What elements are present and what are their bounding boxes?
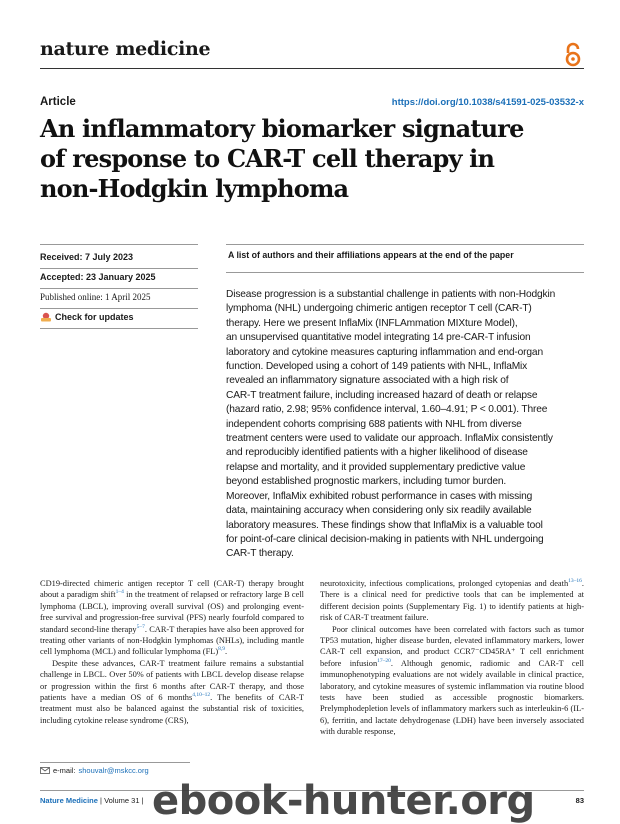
article-title [40,114,600,204]
corresponding-email [40,766,149,775]
abstract-line: for point-of-care clinical decision-making in patients with NHL undergoing [226,533,544,545]
abstract-line: an unsupervised quantitative model integrating 14 pre-CAR-T infusion [226,332,531,344]
received-date: Received: 7 July 2023 [40,252,134,262]
article-type: Article [40,96,76,108]
check-for-updates-label: Check for updates [55,312,134,322]
check-for-updates[interactable] [40,312,134,322]
body-column-left [40,578,304,726]
doi-link[interactable]: https://doi.org/10.1038/s41591-025-03532-x [391,97,584,108]
abstract-line: treatment centers were used to validate our approach. InflaMix consistently [226,433,553,445]
accepted-date: Accepted: 23 January 2025 [40,272,156,282]
page-number: 83 [575,796,584,805]
abstract-rule [226,272,584,273]
reference-link[interactable]: 5–7 [136,623,145,630]
abstract-line: independent cohorts comprising 688 patients with NHL from diverse [226,418,522,430]
reference-link[interactable]: 17–20 [377,658,391,665]
reference-link[interactable]: 4,10–12 [192,692,211,699]
meta-divider [40,244,198,245]
body-paragraph: neurotoxicity, infectious complications, prolonged cytopenias and death$^{13-16}$. There is a clinical need for predictive tools that can be implemented at different decision points (Supplementary Fig. 1) to identify patients at high-risk of CAR-T treatment failure. [320,578,584,623]
email-link[interactable]: shouvalr@mskcc.org [78,766,149,775]
body-column-right [320,578,584,738]
meta-divider [40,288,198,289]
abstract-line: lymphoma (NHL) undergoing chimeric antigen receptor T cell (CAR-T) [226,303,532,315]
meta-divider [40,268,198,269]
abstract-line: revealed an inflammatory signature associated with a high risk of [226,375,509,387]
authors-rule [226,244,584,245]
open-access-icon [562,42,584,68]
check-for-updates-icon [40,312,52,322]
footer-journal: Nature Medicine [40,796,98,805]
reference-link[interactable]: 1–4 [115,589,124,596]
title-line: of response to CAR-T cell therapy in [40,144,495,173]
email-label: e-mail: [53,766,76,775]
body-paragraph: Poor clinical outcomes have been correlated with factors such as tumor TP53 mutation, higher disease burden, elevated inflammatory markers, lower CAR-T cell expansion, and product CCR7⁻CD45RA⁺ T cell enrichment before infusion$^{17-20}$. Although genomic, radiomic and CAR-T cell immunophenotyping evaluations are not widely available in clinical practice, laboratory, and cytokine measures of systemic inflammation via routine blood tests have been studied as accessible prognostic biomarkers. Prelymphodepletion levels of inflammatory markers such as interleukin-6 (IL-6), ferritin, and lactate dehydrogenase (LDH) have been inversely associated with durable response, [320,624,584,737]
abstract-line: laboratory measures. These findings show that InflaMix is a valuable tool [226,519,543,531]
abstract-line: function. Developed using a cohort of 149 patients with NHL, InflaMix [226,361,528,373]
abstract-line: CAR-T therapy. [226,548,294,560]
reference-link[interactable]: 13–16 [568,578,582,585]
footnote-rule [40,762,190,763]
meta-divider [40,308,198,309]
reference-link[interactable]: 8,9 [218,646,226,653]
published-date: Published online: 1 April 2025 [40,292,151,302]
body-paragraph: CD19-directed chimeric antigen receptor T cell (CAR-T) therapy brought about a paradigm shift$^{1-4}$ in the treatment of relapsed or refractory large B cell lymphoma (LBCL), improving overall survival (OS) and prolonging event-free survival and progression-free survival (PFS) nearly fourfold compared to standard second-line therapy$^{5-7}$. CAR-T therapies have also been approved for treating other variants of non-Hodgkin lymphomas (NHLs), including mantle cell lymphoma (MCL) and follicular lymphoma (FL)$^{8,9}$. [40,579,305,657]
abstract-line: Disease progression is a substantial challenge in patients with non-Hodgkin [226,289,556,300]
authors-note: A list of authors and their affiliations appears at the end of the paper [228,250,514,260]
abstract-line: CAR-T treatment failure, including increased hazard of death or relapse [226,389,538,401]
abstract [226,288,584,562]
abstract-line: beyond established prognostic markers, including tumor burden. [226,476,507,488]
abstract-line: laboratory and cytokine measures capturing inflammation and end-organ [226,346,543,358]
abstract-line: relapse and mortality, and it provided supplementary predictive value [226,461,526,473]
watermark: ebook-hunter.org [152,778,535,824]
abstract-line: and reproducibly identified patients with a higher likelihood of disease [226,447,528,459]
meta-divider [40,328,198,329]
body-paragraph: Despite these advances, CAR-T treatment failure remains a substantial challenge in LBCL. Over 50% of patients with LBCL develop disease relapse or progression within the first 6 months after CAR-T therapy, and those patients have a median OS of 6 months$^{4,10-12}$. The benefits of CAR-T treatment must also be balanced against the substantial risk of toxicities, including cytokine release syndrome (CRS), [40,658,305,725]
footer-volume: | Volume 31 | [100,796,144,805]
header-rule [40,68,584,69]
abstract-line: therapy. Here we present InflaMix (INFLAmmation MIXture Model), [226,317,518,329]
title-line: non-Hodgkin lymphoma [40,174,349,203]
abstract-line: Moreover, InflaMix exhibited robust performance in cases with missing [226,490,533,502]
abstract-line: data, maintaining accuracy when considering only six readily available [226,505,532,517]
abstract-line: (hazard ratio, 2.98; 95% confidence interval, 1.60–4.91; P < 0.001). Three [226,404,548,416]
envelope-icon [40,767,50,774]
journal-name: nature medicine [40,38,211,60]
title-line: An inflammatory biomarker signature [40,114,524,143]
footer-citation [40,796,144,805]
